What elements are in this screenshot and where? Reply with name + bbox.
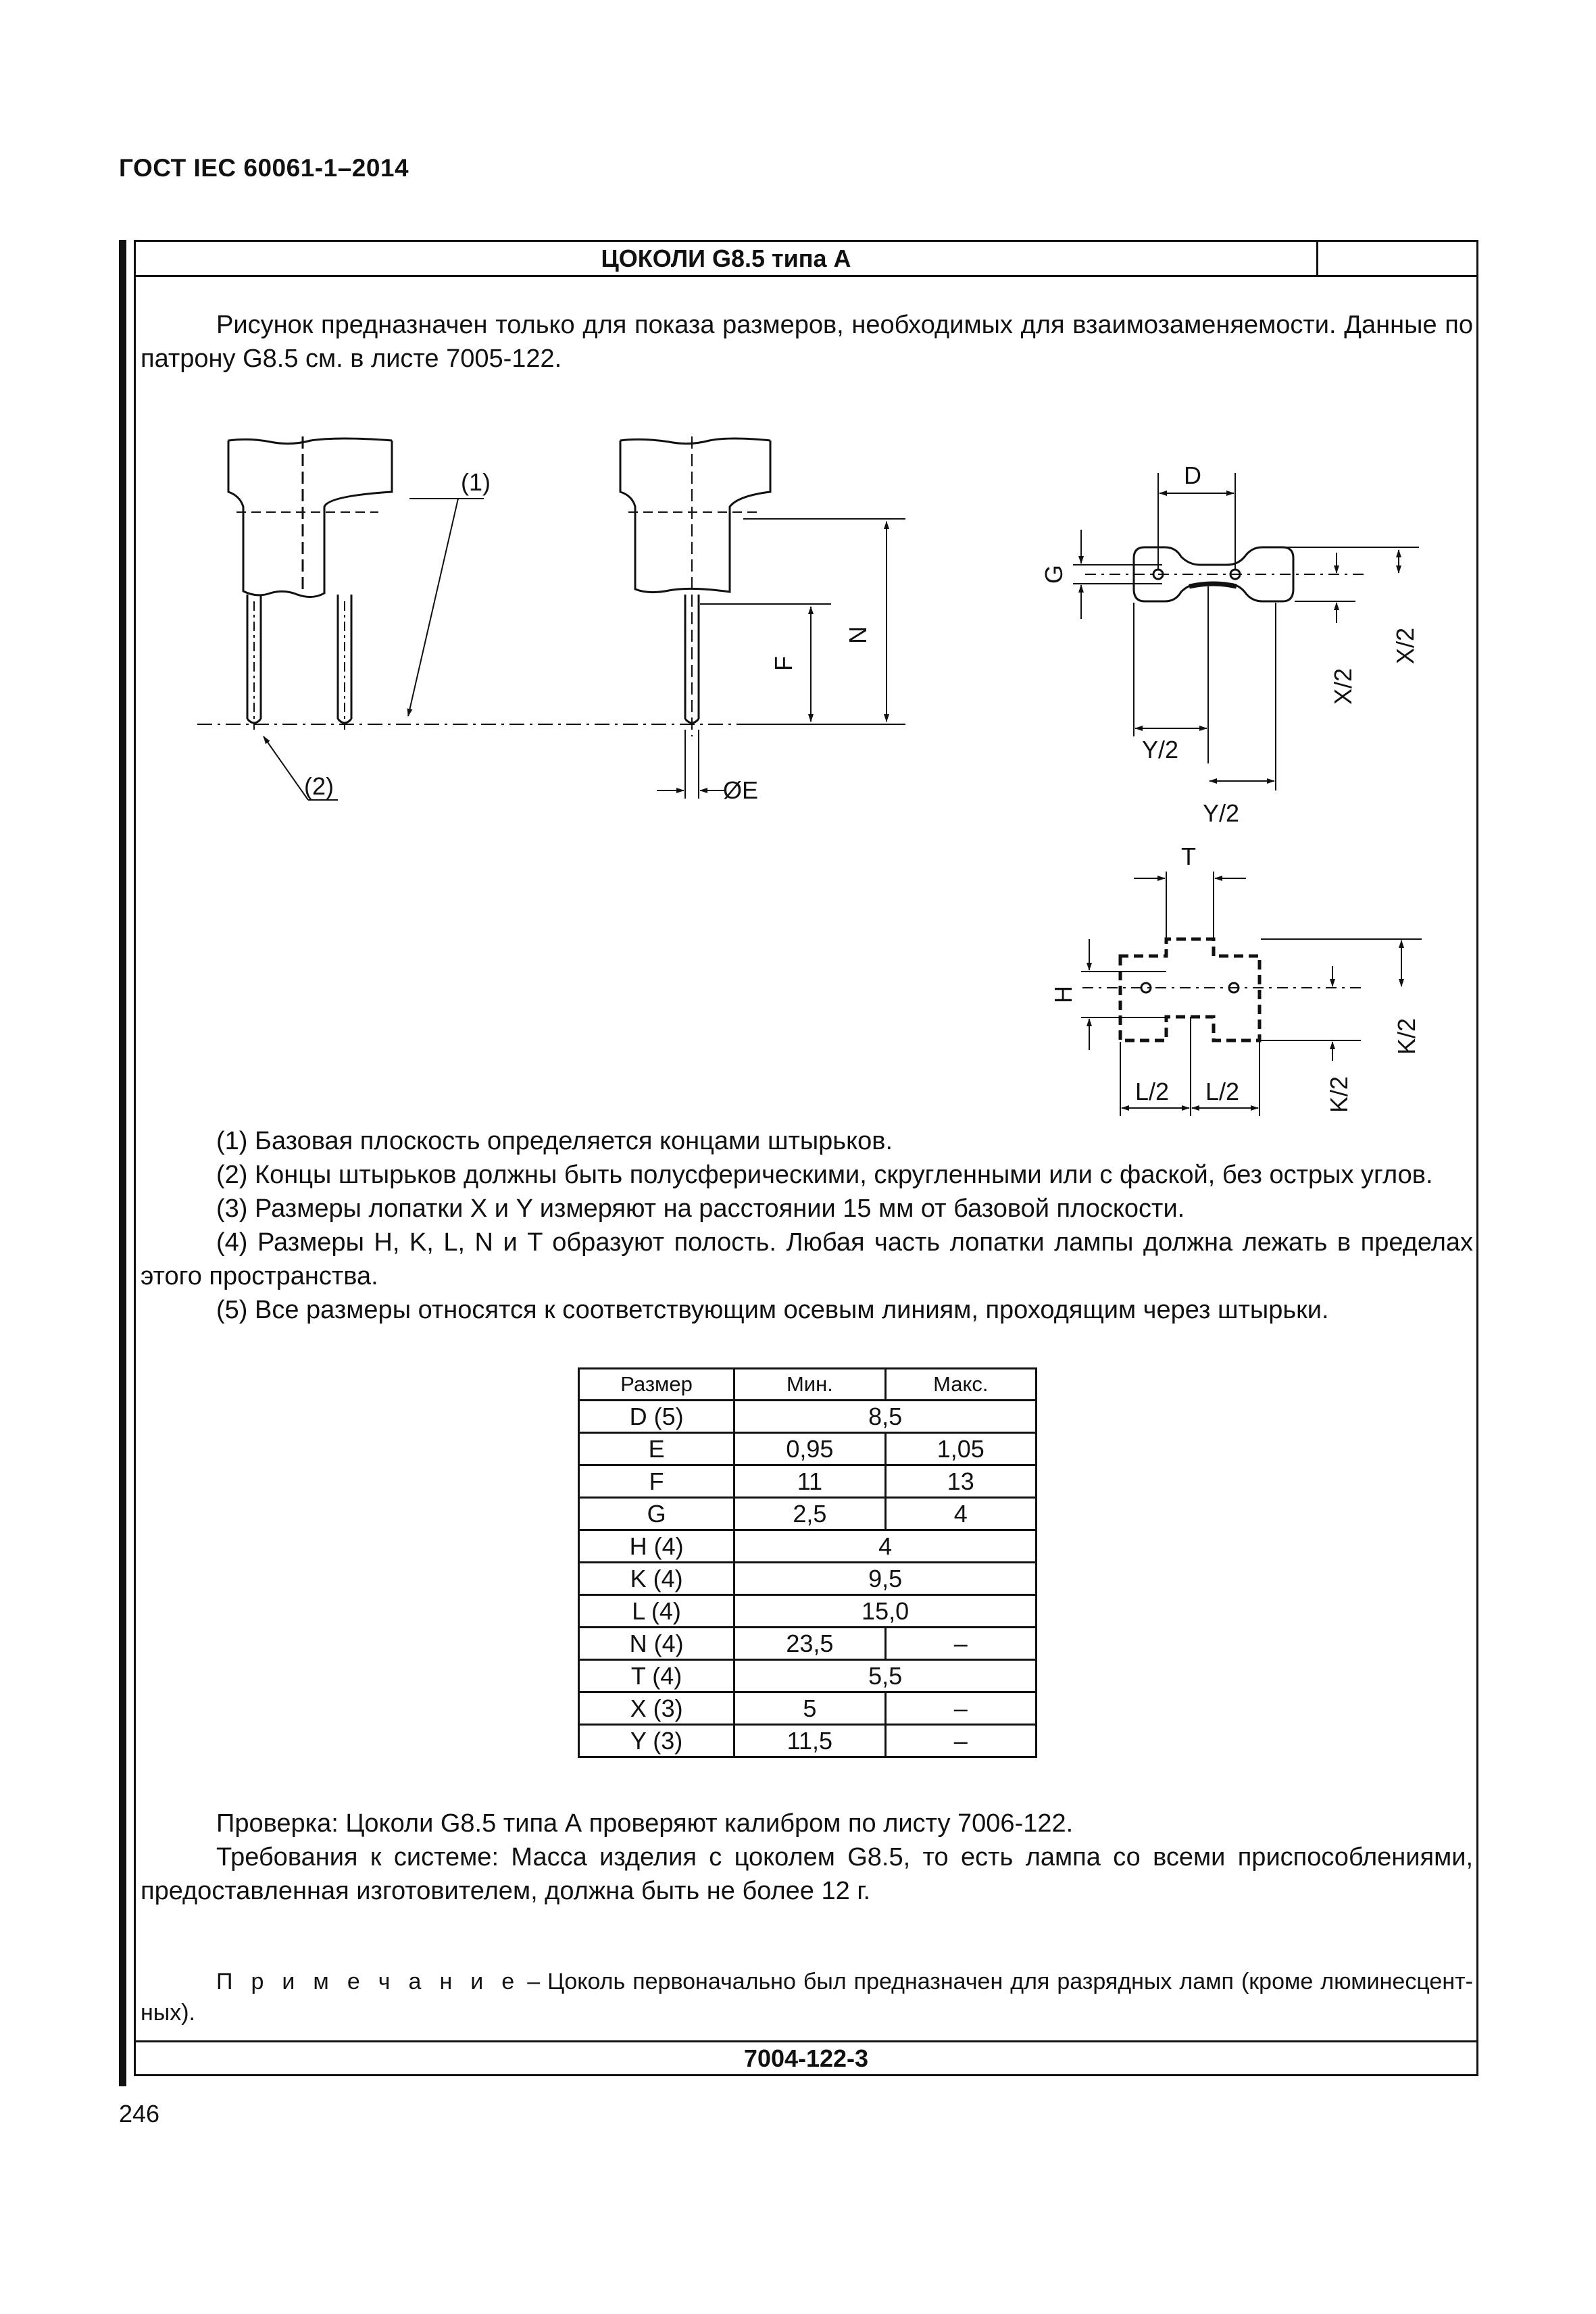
dim-Y2-label-b: Y/2 [1203, 799, 1240, 827]
table-row: H (4) 4 [579, 1530, 1037, 1563]
dim-X2-label-b: X/2 [1391, 627, 1419, 665]
table-row: Y (3) 11,5 – [579, 1725, 1037, 1757]
dim-X2-label-a: X/2 [1329, 668, 1357, 705]
requirements-paragraph: Требования к системе: Масса изделия с цоколем G8.5, то есть лампа со всеми приспособлениями, предоставленная изготовителем, должна быть не более 12 г. [141, 1843, 1473, 1905]
dim-H-label: H [1049, 986, 1077, 1003]
dim-K2-label-a: K/2 [1325, 1076, 1353, 1113]
table-row: G 2,5 4 [579, 1498, 1037, 1530]
technical-drawing [135, 412, 1477, 1128]
dim-E-label: ØE [723, 776, 759, 804]
remark-label: П р и м е ч а н и е [216, 1969, 520, 1994]
dim-D-label: D [1184, 461, 1201, 489]
notes-list [141, 1124, 1473, 1327]
table-row: D (5) 8,5 [579, 1401, 1037, 1433]
side-view-two-pins [228, 436, 392, 730]
dim-K2-label-b: K/2 [1393, 1017, 1420, 1055]
table-row: N (4) 23,5 – [579, 1628, 1037, 1660]
remark-text: – Цоколь первоначально был предназначен для разрядных ламп (кроме люминесцентных). [141, 1969, 1473, 2026]
intro-text: Рисунок предназначен только для показа размеров, необходимых для взаимозаменяемости. Данные по патрону G8.5 см. в листе 7005-122. [141, 311, 1473, 373]
table-row: X (3) 5 – [579, 1692, 1037, 1725]
table-row: T (4) 5,5 [579, 1660, 1037, 1692]
page-number: 246 [119, 2100, 160, 2128]
callout-1-label: (1) [461, 468, 491, 496]
table-header-row [579, 1369, 1037, 1401]
note-3: (3) Размеры лопатки X и Y измеряют на расстоянии 15 мм от базовой плоскости. [216, 1194, 1185, 1223]
table-row: F 11 13 [579, 1465, 1037, 1498]
callout-2-label: (2) [304, 772, 334, 800]
change-bar [119, 240, 126, 2086]
dimensions-table [578, 1367, 1037, 1758]
dim-Y2-label-a: Y/2 [1142, 736, 1179, 763]
dim-N-label: N [844, 626, 872, 644]
sheet-number: 7004-122-3 [136, 2040, 1476, 2074]
dim-L2-label-a: L/2 [1135, 1078, 1170, 1105]
sheet-title: ЦОКОЛИ G8.5 типа А [136, 242, 1316, 277]
dim-F-label: F [770, 656, 797, 671]
note-2: (2) Концы штырьков должны быть полусферическими, скругленными или с фаской, без острых углов. [216, 1161, 1433, 1189]
note-1: (1) Базовая плоскость определяется концами штырьков. [216, 1127, 893, 1155]
table-row: E 0,95 1,05 [579, 1433, 1037, 1465]
dim-G-label: G [1040, 564, 1068, 584]
note-5: (5) Все размеры относятся к соответствующим осевым линиям, проходящим через штырьки. [216, 1296, 1329, 1324]
header-size: Размер [579, 1369, 734, 1401]
note-4: (4) Размеры H, K, L, N и T образуют полость. Любая часть лопатки лампы должна лежать в пределах этого пространства. [141, 1228, 1473, 1290]
remark-paragraph [141, 1966, 1473, 2028]
table-row: L (4) 15,0 [579, 1595, 1037, 1628]
dim-T-label: T [1181, 842, 1196, 870]
intro-paragraph [141, 308, 1473, 376]
header-min: Мин. [734, 1369, 885, 1401]
blade-top-view [1085, 547, 1365, 601]
document-header: ГОСТ IEC 60061-1–2014 [119, 154, 409, 182]
table-row: K (4) 9,5 [579, 1563, 1037, 1595]
header-max: Макс. [885, 1369, 1036, 1401]
check-paragraph: Проверка: Цоколи G8.5 типа А проверяют калибром по листу 7006-122. [216, 1809, 1074, 1838]
requirements-block [141, 1807, 1473, 1908]
title-blank-cell [1316, 242, 1476, 277]
side-view-single-pin [620, 436, 770, 736]
dim-L2-label-b: L/2 [1205, 1078, 1240, 1105]
